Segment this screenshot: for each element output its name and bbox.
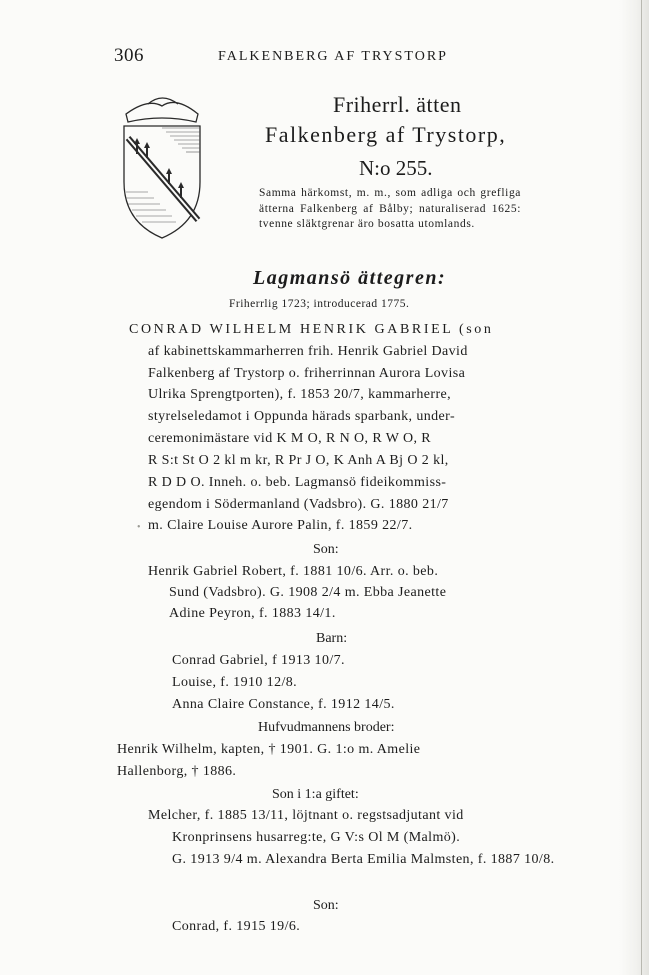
intro-paragraph: Samma härkomst, m. m., som adliga och grefliga ätterna Falkenberg af Bålby; naturaliserad 1625: tvenne släktgrenar äro bosatta utomlands. [259, 187, 521, 230]
body-line: m. Claire Louise Aurore Palin, f. 1859 22/7. [148, 518, 413, 533]
section-label: Hufvudmannens broder: [258, 720, 395, 735]
section-label: Son: [313, 542, 339, 557]
coat-of-arms-shield-icon [118, 92, 206, 242]
section-label: Son i 1:a giftet: [272, 787, 359, 802]
body-line: Conrad, f. 1915 19/6. [172, 919, 301, 934]
body-line: ceremonimästare vid K M O, R N O, R W O, R [148, 431, 432, 446]
running-title: FALKENBERG AF TRYSTORP [218, 49, 448, 64]
family-title-line1: Friherrl. ätten [333, 92, 462, 117]
branch-note: Friherrlig 1723; introducerad 1775. [229, 298, 410, 310]
body-line: Louise, f. 1910 12/8. [172, 675, 298, 690]
body-line: Adine Peyron, f. 1883 14/1. [169, 606, 336, 621]
page-binding-edge [619, 0, 649, 975]
body-line: G. 1913 9/4 m. Alexandra Berta Emilia Malmsten, f. 1887 10/8. [172, 852, 555, 867]
branch-heading: Lagmansö ättegren: [253, 267, 447, 289]
section-label: Son: [313, 898, 339, 913]
family-title-line2: Falkenberg af Trystorp, [265, 122, 507, 147]
body-line: Hallenborg, † 1886. [117, 764, 237, 779]
body-line: Conrad Gabriel, f 1913 10/7. [172, 653, 345, 668]
body-line: R D D O. Inneh. o. beb. Lagmansö fideikommiss- [148, 475, 447, 490]
body-line: Melcher, f. 1885 13/11, löjtnant o. regstsadjutant vid [148, 808, 464, 823]
body-line: styrelseledamot i Oppunda härads sparbank, under- [148, 409, 456, 424]
body-line: R S:t St O 2 kl m kr, R Pr J O, K Anh A Bj O 2 kl, [148, 453, 449, 468]
body-line: Henrik Wilhelm, kapten, † 1901. G. 1:o m. Amelie [117, 742, 421, 757]
margin-mark: • [137, 522, 141, 533]
body-line: Kronprinsens husarreg:te, G V:s Ol M (Malmö). [172, 830, 461, 845]
body-line: Anna Claire Constance, f. 1912 14/5. [172, 697, 395, 712]
body-line: Ulrika Sprengtporten), f. 1853 20/7, kammarherre, [148, 387, 452, 402]
family-number: N:o 255. [359, 156, 433, 180]
body-line: Sund (Vadsbro). G. 1908 2/4 m. Ebba Jeanette [169, 585, 447, 600]
body-line: Henrik Gabriel Robert, f. 1881 10/6. Arr. o. beb. [148, 564, 439, 579]
body-line: CONRAD WILHELM HENRIK GABRIEL (son [129, 322, 494, 337]
body-line: Falkenberg af Trystorp o. friherrinnan Aurora Lovisa [148, 366, 466, 381]
page-number: 306 [114, 45, 144, 66]
section-label: Barn: [316, 631, 348, 646]
body-line: af kabinettskammarherren frih. Henrik Gabriel David [148, 344, 468, 359]
body-line: egendom i Södermanland (Vadsbro). G. 1880 21/7 [148, 497, 449, 512]
